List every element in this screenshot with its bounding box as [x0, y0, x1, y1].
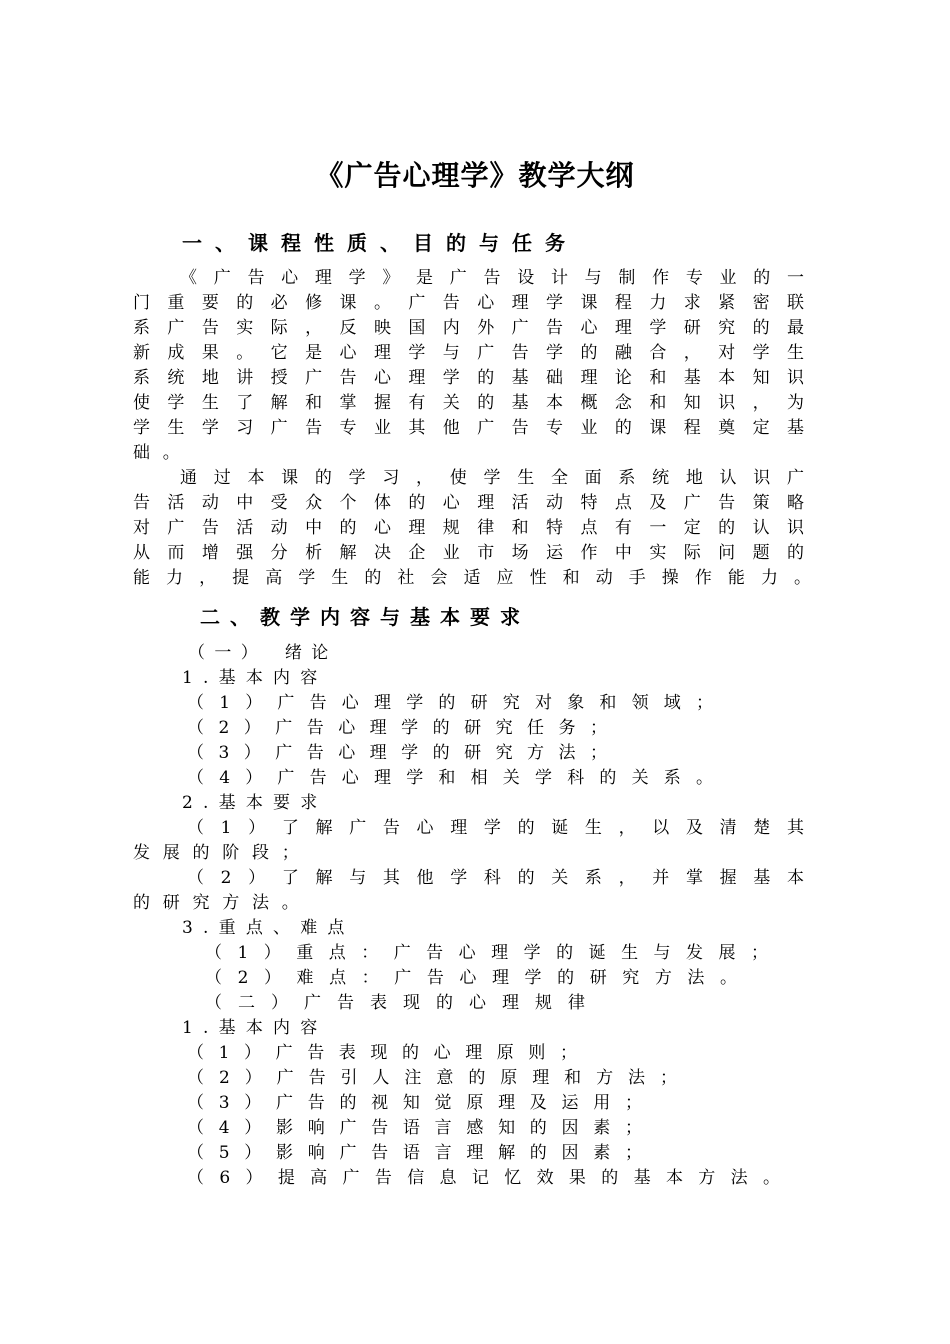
section-1-heading: 一、课程性质、目的与任务 [182, 231, 578, 255]
para1-line: 系统地讲授广告心理学的基础理论和基本知识 [133, 368, 804, 388]
unit-1-key-point: （1）重点：广告心理学的诞生与发展； [205, 943, 768, 963]
section-2-heading: 二、教学内容与基本要求 [200, 605, 530, 629]
para1-line: 系广告实际，反映国内外广告心理学研究的最 [133, 318, 804, 338]
unit-1-requirement-line: （1）了解广告心理学的诞生，以及清楚其 [187, 818, 804, 838]
unit-1-content-item: （1）广告心理学的研究对象和领域； [187, 693, 713, 713]
unit-1-key-point: （2）难点：广告心理学的研究方法。 [205, 968, 737, 988]
para2-line: 对广告活动中的心理规律和特点有一定的认识 [133, 518, 804, 538]
unit-2-content-item: （2）广告引人注意的原理和方法； [187, 1068, 677, 1088]
unit-2-title: （二）广告表现的心理规律 [205, 993, 585, 1013]
unit-1-requirement-line: （2）了解与其他学科的关系，并掌握基本 [187, 868, 804, 888]
unit-1-content-heading: 1.基本内容 [182, 668, 328, 688]
para1-line: 础。 [133, 443, 193, 463]
unit-2-content-item: （3）广告的视知觉原理及运用； [187, 1093, 642, 1113]
unit-1-title: （一） 绪论 [188, 643, 338, 663]
unit-1-requirement-line: 的研究方法。 [133, 893, 312, 913]
para2-line: 能力，提高学生的社会适应性和动手操作能力。 [133, 568, 811, 588]
unit-2-content-item: （6）提高广告信息记忆效果的基本方法。 [187, 1168, 780, 1188]
unit-1-content-item: （4）广告心理学和相关学科的关系。 [187, 768, 713, 788]
unit-2-content-item: （1）广告表现的心理原则； [187, 1043, 577, 1063]
para1-line: 学生学习广告专业其他广告专业的课程奠定基 [133, 418, 804, 438]
para2-line: 告活动中受众个体的心理活动特点及广告策略 [133, 493, 804, 513]
unit-1-key-points-heading: 3.重点、难点 [182, 918, 355, 938]
unit-1-requirements-heading: 2.基本要求 [182, 793, 328, 813]
para1-line: 《广告心理学》是广告设计与制作专业的一 [180, 268, 804, 288]
para2-line: 从而增强分析解决企业市场运作中实际问题的 [133, 543, 804, 563]
unit-2-content-heading: 1.基本内容 [182, 1018, 328, 1038]
unit-2-content-item: （4）影响广告语言感知的因素； [187, 1118, 642, 1138]
unit-1-content-item: （3）广告心理学的研究方法； [187, 743, 607, 763]
para2-line: 通过本课的学习，使学生全面系统地认识广 [180, 468, 804, 488]
para1-line: 门重要的必修课。广告心理学课程力求紧密联 [133, 293, 804, 313]
unit-2-content-item: （5）影响广告语言理解的因素； [187, 1143, 642, 1163]
para1-line: 使学生了解和掌握有关的基本概念和知识，为 [133, 393, 804, 413]
document-title: 《广告心理学》教学大纲 [315, 159, 635, 192]
para1-line: 新成果。它是心理学与广告学的融合，对学生 [133, 343, 804, 363]
unit-1-content-item: （2）广告心理学的研究任务； [187, 718, 607, 738]
unit-1-requirement-line: 发展的阶段； [133, 843, 312, 863]
